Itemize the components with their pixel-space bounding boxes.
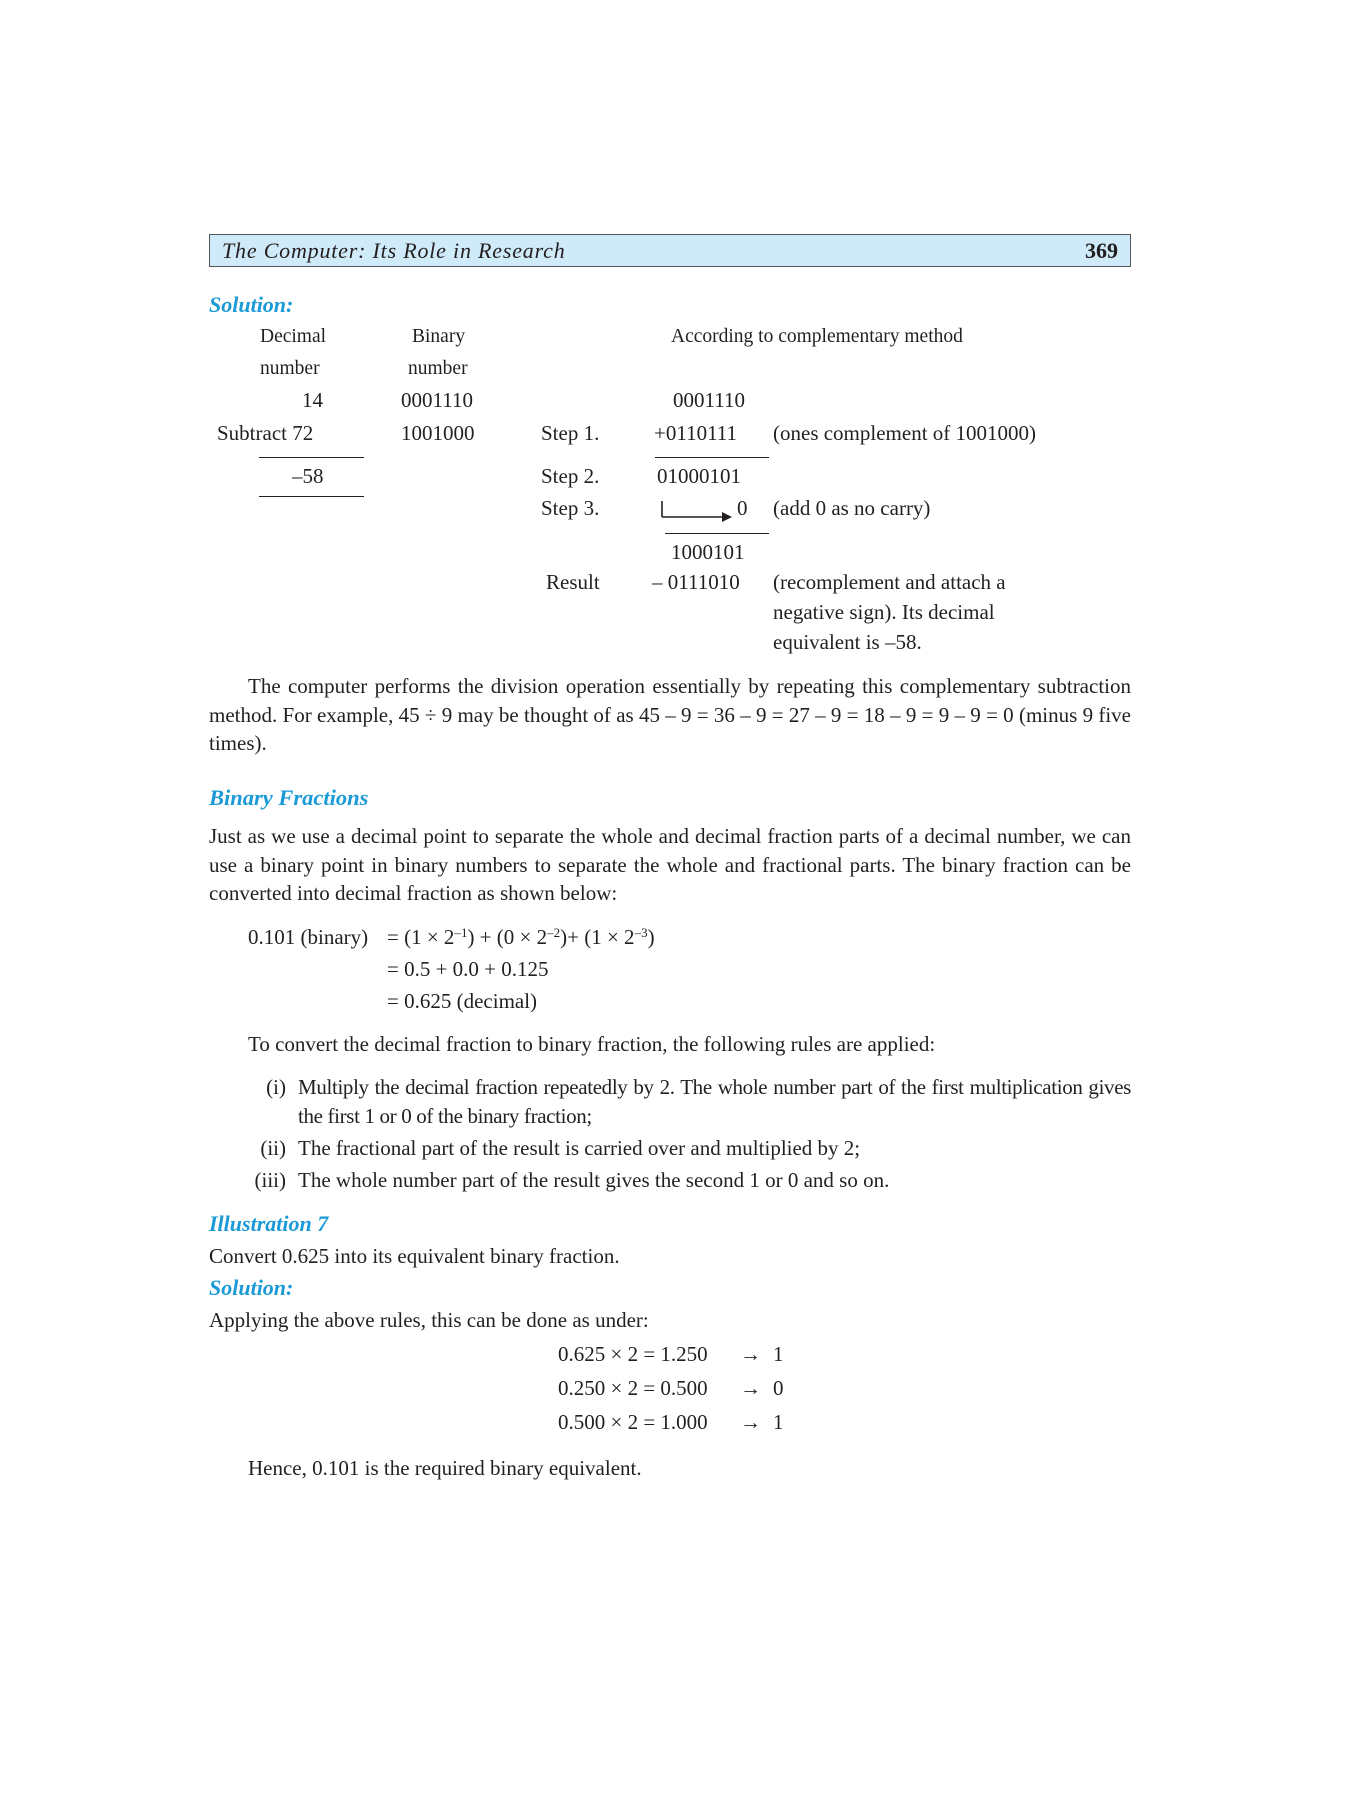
page-number: 369 [1085, 238, 1118, 263]
result-bit: 1 [773, 1342, 784, 1366]
step3-note: (add 0 as no carry) [773, 496, 931, 520]
carry-arrow-icon [660, 500, 740, 524]
col-decimal-line2: number [260, 358, 320, 379]
right-arrow-icon: → [740, 1410, 761, 1434]
equation-line1: = $(1 \times 2^{-1}) + (0 \times 2^{-2})+ (1 \times 2^{-3})$ [387, 925, 655, 949]
result-value: – 0111010 [652, 570, 740, 594]
row2-binary: 1001000 [401, 421, 475, 445]
row1-decimal: 14 [302, 388, 323, 412]
divider-line [655, 457, 769, 458]
row2-note: (ones complement of 1001000) [773, 421, 1037, 445]
rule-text: The whole number part of the result gives the second 1 or 0 and so on. [298, 1168, 890, 1192]
col-binary-line2: number [408, 358, 468, 379]
binary-fractions-intro: Just as we use a decimal point to separate the whole and decimal fraction parts of a decimal number, we can use a binary point in binary numbers to separate the whole and fractional parts. The binary fraction can be converted into decimal fraction as shown below: [209, 824, 1131, 905]
multiplication-expr: 0.625 × 2 = 1.250 [558, 1342, 708, 1366]
col-decimal-line1: Decimal [260, 326, 327, 347]
right-arrow-icon: → [740, 1342, 761, 1366]
equation-line3: = 0.625 (decimal) [387, 989, 538, 1013]
running-header [209, 234, 1131, 267]
result-label: Result [546, 570, 600, 594]
result-bit: 1 [773, 1410, 784, 1434]
equation-lhs: 0.101 (binary) [248, 925, 369, 949]
col-binary-line1: Binary [412, 326, 466, 347]
right-arrow-icon: → [740, 1376, 761, 1400]
step3-label: Step 3. [541, 496, 600, 520]
divider-line [259, 496, 364, 497]
multiplication-expr: 0.250 × 2 = 0.500 [558, 1376, 708, 1400]
divider-line [665, 533, 769, 534]
solution-label: Solution: [209, 292, 294, 317]
step1-label: Step 1. [541, 421, 600, 445]
illustration-task: Convert 0.625 into its equivalent binary fraction. [209, 1244, 620, 1268]
solution-label: Solution: [209, 1275, 294, 1300]
rule-text: Multiply the decimal fraction repeatedly by 2. The whole number part of the first multiplication gives the first 1 or 0 of the binary fraction; [298, 1075, 1131, 1128]
rules-intro: To convert the decimal fraction to binary fraction, the following rules are applied: [248, 1032, 936, 1056]
row2-method-value: +0110111 [654, 421, 738, 445]
sum-value: 1000101 [671, 540, 745, 564]
col-method-heading: According to complementary method [671, 326, 963, 347]
header-title: The Computer: Its Role in Research [222, 238, 566, 263]
division-paragraph: The computer performs the division operation essentially by repeating this complementary subtraction method. For example, 45 ÷ 9 may be thought of as 45 – 9 = 36 – 9 = 27 – 9 = 18 – 9 = 9 – 9 = 0 (minus 9 five times). [209, 674, 1131, 755]
equation-line2: = 0.5 + 0.0 + 0.125 [387, 957, 549, 981]
rule-number: (iii) [254, 1168, 286, 1192]
row1-binary: 0001110 [401, 388, 473, 412]
rule-number: (i) [266, 1075, 286, 1099]
step2-value: 01000101 [657, 464, 741, 488]
rule-number: (ii) [260, 1136, 286, 1160]
divider-line [259, 457, 364, 458]
step3-value: 0 [737, 496, 748, 520]
conclusion-text: Hence, 0.101 is the required binary equivalent. [248, 1456, 642, 1480]
step2-label: Step 2. [541, 464, 600, 488]
illustration-heading: Illustration 7 [209, 1211, 329, 1236]
applying-text: Applying the above rules, this can be done as under: [209, 1308, 649, 1332]
result-bit: 0 [773, 1376, 784, 1400]
row2-decimal: Subtract 72 [217, 421, 314, 445]
section-heading-binary-fractions: Binary Fractions [209, 785, 369, 810]
result-note-line2: negative sign). Its decimal [773, 600, 995, 624]
result-note-line1: (recomplement and attach a [773, 570, 1006, 594]
multiplication-expr: 0.500 × 2 = 1.000 [558, 1410, 708, 1434]
rule-text: The fractional part of the result is carried over and multiplied by 2; [298, 1136, 861, 1160]
row1-method-value: 0001110 [673, 388, 745, 412]
result-decimal: –58 [292, 464, 324, 488]
result-note-line3: equivalent is –58. [773, 630, 922, 654]
